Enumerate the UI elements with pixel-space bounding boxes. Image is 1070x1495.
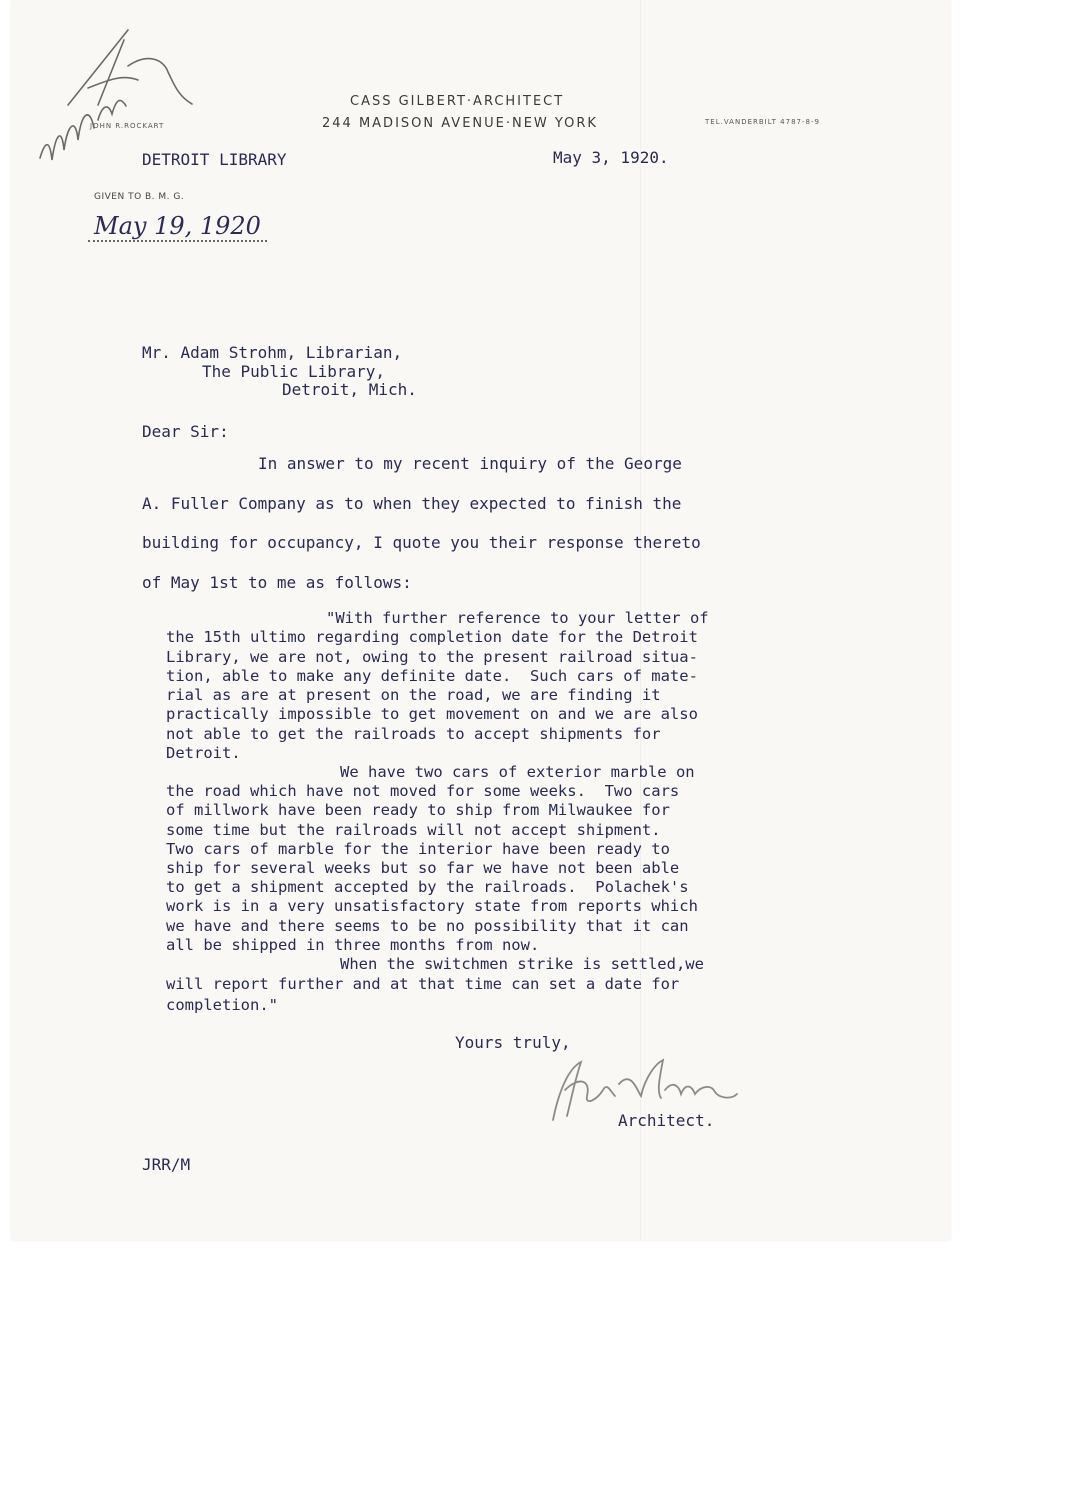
salutation: Dear Sir: [142,422,229,441]
recipient-name: Mr. Adam Strohm, Librarian, [142,343,403,362]
quote-line: completion." [166,996,278,1014]
quote-line: the 15th ultimo regarding completion date for the Detroit [166,628,698,646]
closing: Yours truly, [455,1033,571,1052]
quote-line: When the switchmen strike is settled,we [340,955,704,973]
quote-line: Detroit. [166,744,241,762]
quote-line: to get a shipment accepted by the railroads. Polachek's [166,878,689,896]
body-line: building for occupancy, I quote you their response thereto [142,533,701,552]
quote-line: will report further and at that time can set a date for [166,975,680,993]
letter-date: May 3, 1920. [553,148,669,167]
recipient-organization: The Public Library, [202,362,386,381]
letterhead-left-note: JOHN R.ROCKART [90,122,165,130]
body-line: In answer to my recent inquiry of the George [258,454,682,473]
body-line: A. Fuller Company as to when they expected to finish the [142,494,682,513]
recipient-city: Detroit, Mich. [282,380,417,399]
received-stamp-date: May 19, 1920 [88,212,267,242]
quote-line: all be shipped in three months from now. [166,936,540,954]
quote-line: We have two cars of exterior marble on [340,763,695,781]
quote-line: work is in a very unsatisfactory state from reports which [166,897,698,915]
typist-initials: JRR/M [142,1155,191,1174]
subject-line: DETROIT LIBRARY [142,150,287,169]
quote-line: Library, we are not, owing to the present railroad situa- [166,648,698,666]
quote-line: rial as are at present on the road, we are finding it [166,686,661,704]
quote-line: not able to get the railroads to accept shipments for [166,725,661,743]
quote-line: Two cars of marble for the interior have been ready to [166,840,670,858]
quote-line: some time but the railroads will not accept shipment. [166,821,661,839]
quote-line: ship for several weeks but so far we have not been able [166,859,680,877]
letterhead-address: 244 MADISON AVENUE·NEW YORK [322,116,598,131]
letterhead-phone: TEL.VANDERBILT 4787-8-9 [705,118,820,126]
letterhead-firm: CASS GILBERT·ARCHITECT [350,94,565,109]
received-stamp-label: GIVEN TO B. M. G. [94,192,185,202]
quote-line: tion, able to make any definite date. Such cars of mate- [166,667,698,685]
quote-line: practically impossible to get movement on and we are also [166,705,698,723]
signature-title: Architect. [618,1111,715,1130]
quote-line: the road which have not moved for some weeks. Two cars [166,782,680,800]
quote-line: "With further reference to your letter of [326,609,709,627]
quote-line: of millwork have been ready to ship from Milwaukee for [166,801,670,819]
body-line: of May 1st to me as follows: [142,573,412,592]
quote-line: we have and there seems to be no possibility that it can [166,917,689,935]
